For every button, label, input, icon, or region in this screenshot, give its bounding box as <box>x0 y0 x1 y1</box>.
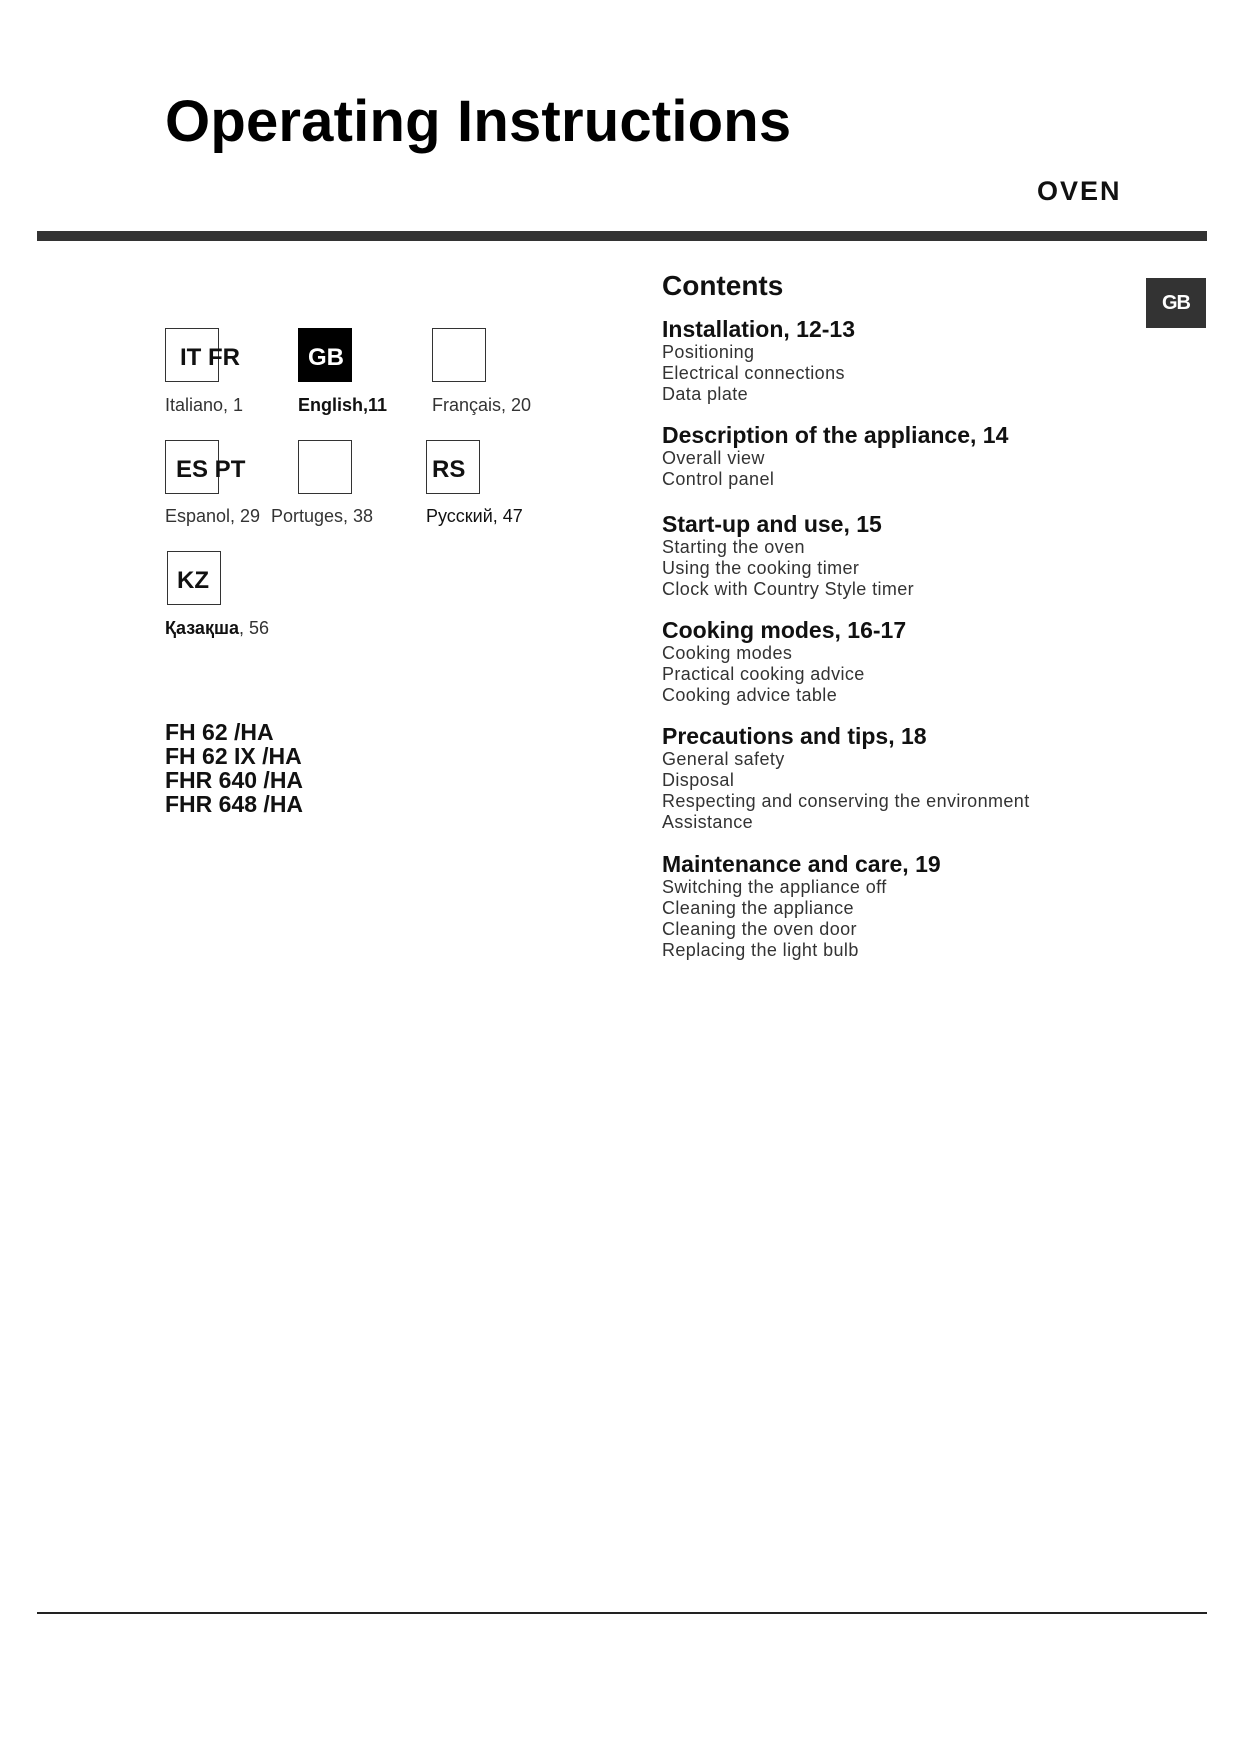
toc-section-title: Maintenance and care, 19 <box>662 851 941 877</box>
lang-code-rs: RS <box>432 456 466 483</box>
toc-item: Starting the oven <box>662 537 805 557</box>
lang-box-pt <box>298 440 352 494</box>
footer-rule <box>37 1612 1207 1614</box>
lang-label-kazakh-page: , 56 <box>238 618 269 638</box>
lang-label-italiano: Italiano, 1 <box>165 395 244 415</box>
toc-item: Cleaning the appliance <box>662 898 854 918</box>
toc-section-title: Cooking modes, 16-17 <box>662 617 907 643</box>
toc-item: Cooking modes <box>662 643 793 663</box>
toc-item: Clock with Country Style timer <box>662 579 915 599</box>
toc-section-title: Installation, 12-13 <box>662 316 856 342</box>
toc-section-title: Start-up and use, 15 <box>662 511 882 537</box>
toc-section-precautions <box>662 723 1030 833</box>
toc-item: Control panel <box>662 469 775 489</box>
toc-item: Replacing the light bulb <box>662 940 859 960</box>
model-name: FHR 648 /HA <box>165 791 304 817</box>
toc-section-startup <box>662 511 914 600</box>
lang-code-kz: KZ <box>177 567 209 594</box>
toc-item: Cooking advice table <box>662 685 838 705</box>
toc-item: Respecting and conserving the environment <box>662 791 1030 811</box>
toc-item: Practical cooking advice <box>662 664 865 684</box>
toc-item: Data plate <box>662 384 749 404</box>
toc-item: Positioning <box>662 342 755 362</box>
lang-label-kazakh <box>165 619 269 637</box>
lang-code-gb: GB <box>308 344 344 371</box>
toc-item: Switching the appliance off <box>662 877 887 897</box>
lang-code-it-fr: IT FR <box>180 344 240 371</box>
toc-section-installation <box>662 316 855 405</box>
toc-section-cooking-modes <box>662 617 906 706</box>
toc-section-title: Description of the appliance, 14 <box>662 422 1009 448</box>
model-name: FH 62 IX /HA <box>165 743 302 769</box>
toc-item: Electrical connections <box>662 363 845 383</box>
toc-item: Disposal <box>662 770 735 790</box>
lang-label-francais: Français, 20 <box>432 395 532 415</box>
toc-item: Assistance <box>662 812 754 832</box>
product-type: OVEN <box>1037 176 1122 206</box>
contents-heading: Contents <box>662 270 784 301</box>
model-list <box>165 720 303 816</box>
lang-label-kazakh-name: Қазақша <box>165 618 239 638</box>
lang-label-espanol: Espanol, 29 <box>165 506 261 526</box>
language-tab-gb: GB <box>1146 278 1206 328</box>
lang-box-fr <box>432 328 486 382</box>
toc-section-description <box>662 422 1008 490</box>
toc-item: Overall view <box>662 448 765 468</box>
toc-item: Cleaning the oven door <box>662 919 857 939</box>
lang-label-portuges: Portuges, 38 <box>271 506 374 526</box>
toc-section-maintenance <box>662 851 941 961</box>
toc-section-title: Precautions and tips, 18 <box>662 723 927 749</box>
model-name: FH 62 /HA <box>165 719 274 745</box>
header-rule <box>37 231 1207 241</box>
toc-item: Using the cooking timer <box>662 558 860 578</box>
lang-label-english: English,11 <box>298 395 388 415</box>
lang-label-russian: Русский, 47 <box>426 506 523 526</box>
page-title: Operating Instructions <box>165 89 792 154</box>
lang-code-es-pt: ES PT <box>176 456 246 483</box>
model-name: FHR 640 /HA <box>165 767 304 793</box>
toc-item: General safety <box>662 749 785 769</box>
